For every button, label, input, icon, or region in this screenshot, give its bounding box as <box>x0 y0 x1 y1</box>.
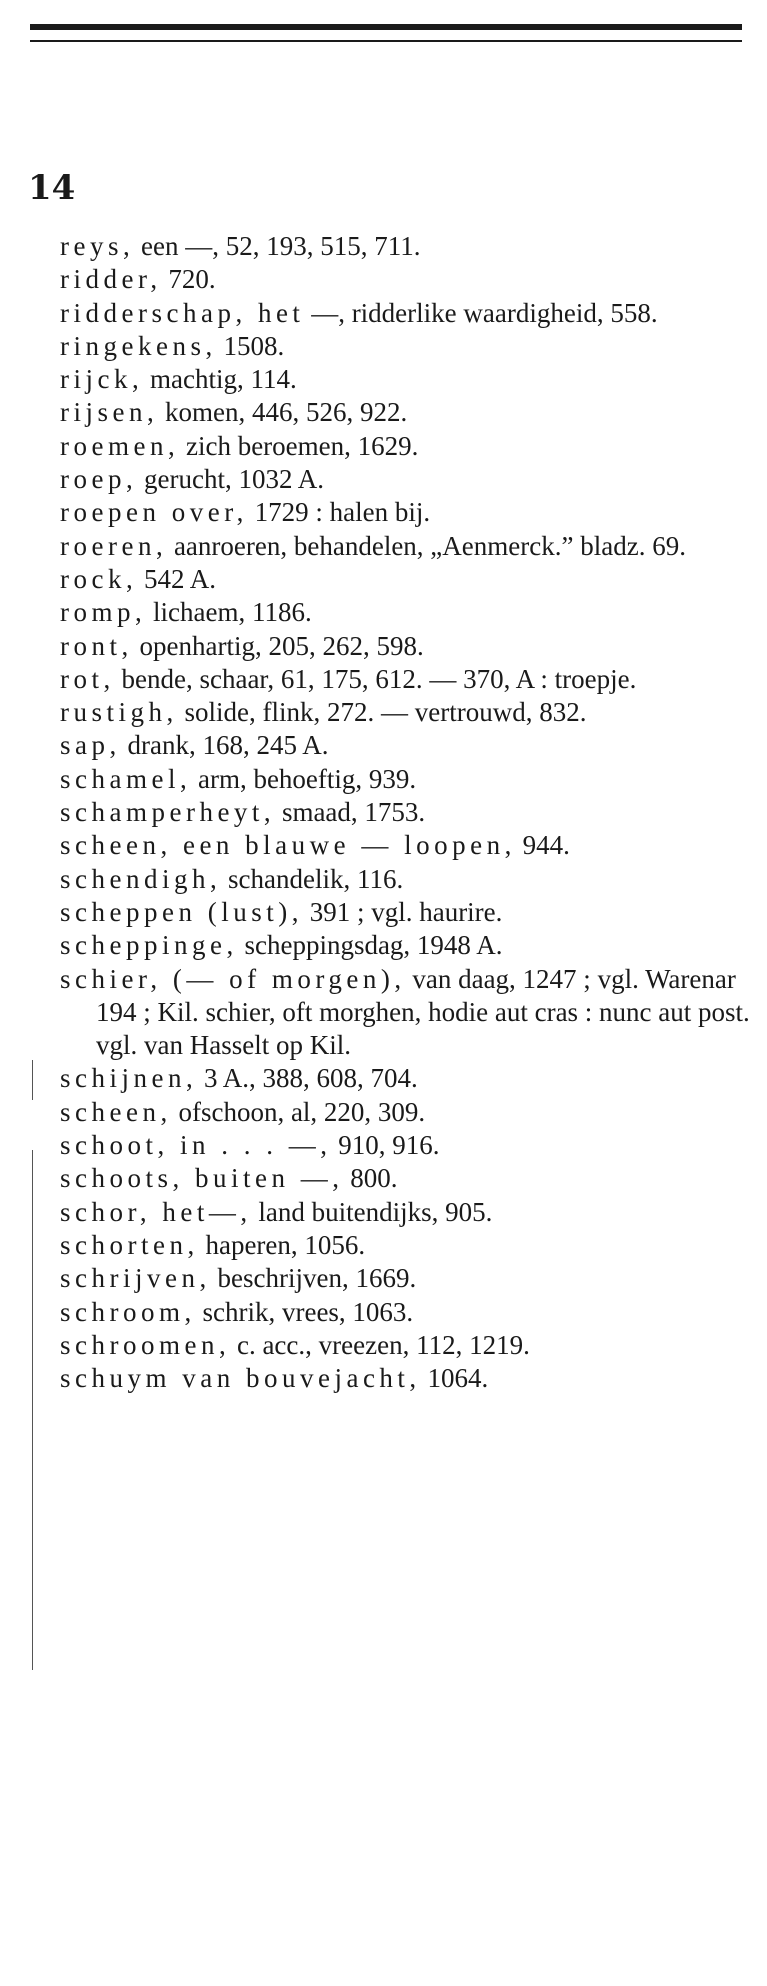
entry-headword: sap, <box>60 730 121 761</box>
entry-headword: rock, <box>60 563 138 594</box>
glossary-entry <box>60 530 750 563</box>
top-rule-thick <box>30 24 742 30</box>
glossary-entry <box>60 1229 750 1262</box>
entry-headword: ridder, <box>60 264 162 295</box>
glossary-entry <box>60 463 750 496</box>
margin-mark <box>32 1150 33 1670</box>
entry-headword: schamel, <box>60 763 192 794</box>
entry-definition: drank, 168, 245 A. <box>120 730 329 761</box>
entry-headword: schamperheyt, <box>60 797 276 828</box>
entry-headword: schroomen, <box>60 1329 231 1360</box>
entry-definition: zich beroemen, 1629. <box>179 430 419 461</box>
entry-definition: bende, schaar, 61, 175, 612. — 370, A : troepje. <box>114 663 637 694</box>
entry-headword: schroom, <box>60 1296 196 1327</box>
glossary-entry <box>60 563 750 596</box>
entry-headword: reys, <box>60 231 135 261</box>
entry-definition: schrik, vrees, 1063. <box>195 1296 414 1327</box>
entry-headword: romp, <box>60 597 147 628</box>
glossary-entry <box>60 696 750 729</box>
entry-headword: scheppinge, <box>60 930 238 961</box>
entry-definition: haperen, 1056. <box>198 1229 366 1260</box>
entry-definition: een —, 52, 193, 515, 711. <box>134 231 421 261</box>
glossary-entry <box>60 396 750 429</box>
entry-definition: —, ridderlike waardigheid, 558. <box>304 297 658 328</box>
entry-headword: roemen, <box>60 430 180 461</box>
entry-headword: roepen over, <box>60 497 248 528</box>
glossary-entry <box>60 796 750 829</box>
entry-definition: 1064. <box>420 1363 489 1394</box>
entry-headword: roep, <box>60 464 138 495</box>
entry-headword: rijck, <box>60 364 144 395</box>
entry-definition: 720. <box>161 264 216 295</box>
entry-definition: van daag, 1247 ; vgl. Warenar 194 ; Kil. schier, oft morghen, hodie aut cras : nunc aut post. vgl. van Hasselt op Kil. <box>96 963 750 1061</box>
entry-headword: ront, <box>60 630 133 661</box>
entry-headword: scheen, <box>60 1096 172 1127</box>
entry-definition: 944. <box>515 830 570 861</box>
entry-definition: c. acc., vreezen, 112, 1219. <box>230 1329 530 1360</box>
glossary-entry <box>60 330 750 363</box>
entry-definition: machtig, 114. <box>143 364 297 395</box>
entry-headword: schorten, <box>60 1229 199 1260</box>
glossary-entry <box>60 630 750 663</box>
entry-definition: lichaem, 1186. <box>146 597 312 628</box>
entry-headword: schendigh, <box>60 863 222 894</box>
glossary-entry <box>60 363 750 396</box>
glossary-entry <box>60 763 750 796</box>
entry-definition: ofschoon, al, 220, 309. <box>171 1096 426 1127</box>
entry-definition: openhartig, 205, 262, 598. <box>132 630 424 661</box>
glossary-entry <box>60 496 750 529</box>
glossary-entry <box>60 729 750 762</box>
entry-definition: smaad, 1753. <box>275 797 426 828</box>
entry-headword: schuym van bouvejacht, <box>60 1363 421 1394</box>
glossary-entry <box>60 230 750 263</box>
glossary-entry <box>60 829 750 862</box>
glossary-entry <box>60 863 750 896</box>
glossary-entry <box>60 1262 750 1295</box>
entry-definition: 910, 916. <box>331 1130 440 1161</box>
glossary-entry <box>60 1062 750 1095</box>
entry-definition: komen, 446, 526, 922. <box>158 397 408 428</box>
entry-headword: scheppen (lust), <box>60 896 303 927</box>
glossary-entry <box>60 430 750 463</box>
entry-headword: rijsen, <box>60 397 159 428</box>
glossary-entry <box>60 1329 750 1362</box>
entry-headword: schoot, in . . . —, <box>60 1130 332 1161</box>
entry-headword: ringekens, <box>60 330 217 361</box>
top-rule-thin <box>30 40 742 42</box>
glossary-entry <box>60 1129 750 1162</box>
entry-headword: schrijven, <box>60 1263 211 1294</box>
entry-definition: schandelik, 116. <box>221 863 404 894</box>
glossary-entry <box>60 1362 750 1395</box>
entry-headword: rustigh, <box>60 697 178 728</box>
glossary-entries <box>60 230 750 1395</box>
entry-headword: schoots, buiten —, <box>60 1163 344 1194</box>
entry-headword: schor, het—, <box>60 1196 252 1227</box>
glossary-entry <box>60 263 750 296</box>
entry-definition: scheppingsdag, 1948 A. <box>237 930 503 961</box>
entry-definition: aanroeren, behandelen, „Aenmerck.” bladz. 69. <box>167 530 686 561</box>
entry-definition: 800. <box>343 1163 398 1194</box>
glossary-entry <box>60 596 750 629</box>
glossary-entry <box>60 1296 750 1329</box>
glossary-entry <box>60 1196 750 1229</box>
glossary-entry <box>60 929 750 962</box>
glossary-entry <box>60 297 750 330</box>
entry-definition: beschrijven, 1669. <box>210 1263 417 1294</box>
entry-definition: arm, behoeftig, 939. <box>191 763 417 794</box>
glossary-entry <box>60 896 750 929</box>
entry-headword: ridderschap, het <box>60 297 305 328</box>
glossary-entry <box>60 663 750 696</box>
entry-definition: solide, flink, 272. — vertrouwd, 832. <box>177 697 587 728</box>
margin-mark <box>32 1060 33 1100</box>
entry-definition: 1508. <box>216 330 285 361</box>
entry-definition: gerucht, 1032 A. <box>137 464 324 495</box>
entry-definition: 542 A. <box>137 563 216 594</box>
glossary-entry <box>60 963 750 1063</box>
entry-headword: scheen, een blauwe — loopen, <box>60 830 516 861</box>
entry-definition: land buitendijks, 905. <box>251 1196 493 1227</box>
entry-headword: roeren, <box>60 530 168 561</box>
glossary-entry <box>60 1162 750 1195</box>
entry-headword: schier, (— of morgen), <box>60 963 406 994</box>
glossary-entry <box>60 1096 750 1129</box>
entry-definition: 1729 : halen bij. <box>247 497 431 528</box>
page-number: 14 <box>28 168 76 208</box>
entry-headword: schijnen, <box>60 1063 198 1094</box>
entry-headword: rot, <box>60 663 115 694</box>
entry-definition: 391 ; vgl. haurire. <box>302 896 503 927</box>
entry-definition: 3 A., 388, 608, 704. <box>197 1063 418 1094</box>
